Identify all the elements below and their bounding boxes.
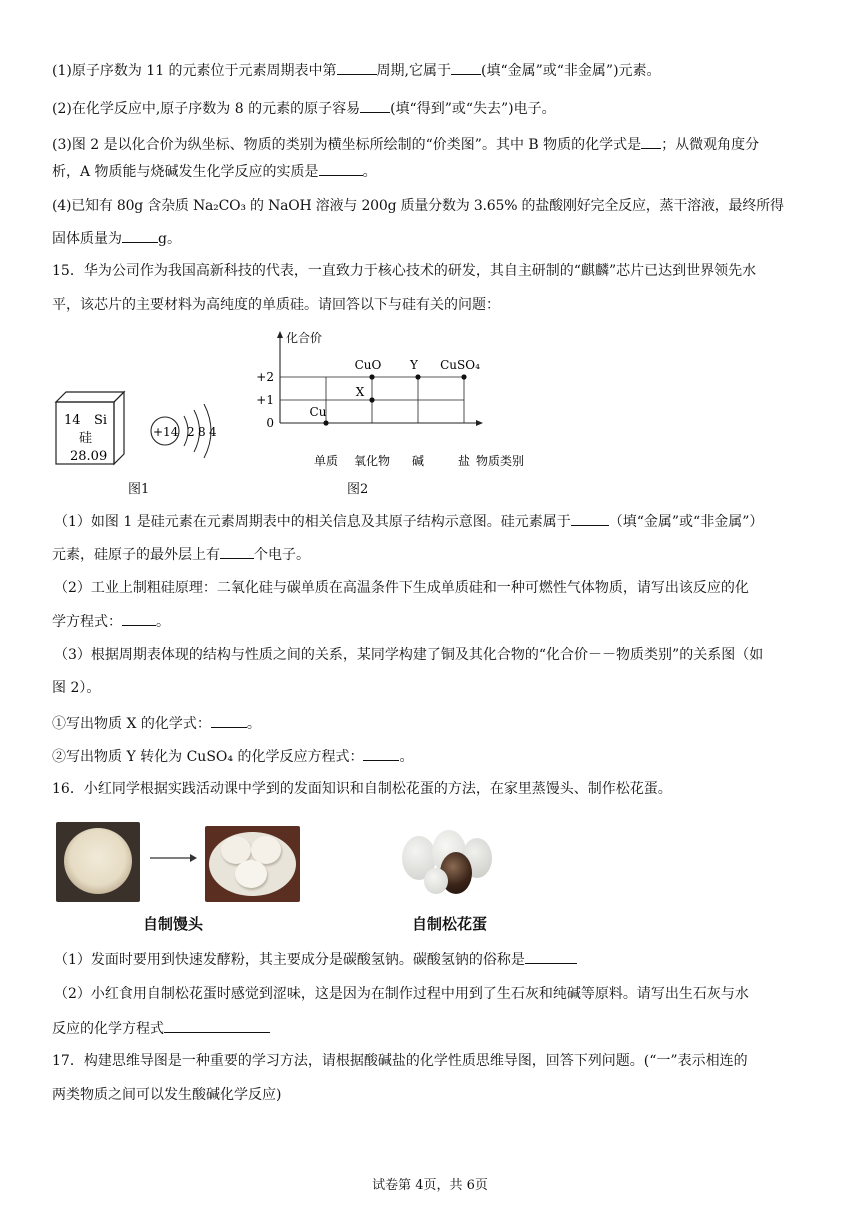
data-point <box>415 374 420 379</box>
dough-photo <box>56 822 140 902</box>
shell-2-count: 8 <box>198 425 206 439</box>
nucleus-charge: +14 <box>153 425 179 439</box>
q16-sub1: （1）发面时要用到快速发酵粉，其主要成分是碳酸氢钠。碳酸氢钠的俗称是 <box>54 949 577 970</box>
buns-photo <box>205 826 300 902</box>
answer-blank[interactable] <box>360 98 390 113</box>
data-point <box>369 374 374 379</box>
arrow-icon <box>148 852 198 864</box>
figure-2-chart <box>250 326 550 476</box>
q15-sub3-y: ②写出物质 Y 转化为 CuSO₄ 的化学反应方程式： 。 <box>52 746 413 767</box>
answer-blank[interactable] <box>164 1018 270 1033</box>
q15-sub2-cont: 学方程式： 。 <box>52 611 170 632</box>
shell-3-count: 4 <box>209 425 217 439</box>
element-symbol: Si <box>94 413 108 428</box>
figure-2-caption: 图2 <box>347 482 369 497</box>
y-tick-label: +2 <box>256 370 274 384</box>
q14-part1: (1)原子序数为 11 的元素位于元素周期表中第 周期,它属于 (填“金属”或“非金属”)元素。 <box>52 60 661 81</box>
shell-1-count: 2 <box>187 425 195 439</box>
answer-blank[interactable] <box>363 746 399 761</box>
figure-1-caption: 图1 <box>128 482 150 497</box>
x-tick-label: 盐 <box>457 454 471 468</box>
q15-sub2: （2）工业上制粗硅原理：二氧化硅与碳单质在高温条件下生成单质硅和一种可燃性气体物质，请写出该反应的化 <box>54 580 749 596</box>
dough-bowl <box>64 828 132 894</box>
data-point-label: Y <box>410 358 418 372</box>
x-axis-label: 物质类别 <box>476 454 525 468</box>
cell-side-face <box>114 392 124 464</box>
q14-part4: (4)已知有 80g 含杂质 Na₂CO₃ 的 NaOH 溶液与 200g 质量分数为 3.65% 的盐酸刚好完全反应，蒸干溶液，最终所得 <box>52 198 784 214</box>
data-point <box>323 420 328 425</box>
data-point-label: CuO <box>354 358 382 372</box>
x-tick-label: 单质 <box>313 454 339 468</box>
q14-part4-cont: 固体质量为 g。 <box>52 228 181 249</box>
q15-sub3-x: ①写出物质 X 的化学式： 。 <box>52 713 261 734</box>
q16-sub2-cont: 反应的化学方程式 <box>52 1018 270 1039</box>
buns-caption: 自制馒头 <box>143 915 204 933</box>
data-point-label: CuSO₄ <box>440 358 480 372</box>
q15-stem-cont: 平，该芯片的主要材料为高纯度的单质硅。请回答以下与硅有关的问题： <box>52 297 500 313</box>
q15-sub1: （1）如图 1 是硅元素在元素周期表中的相关信息及其原子结构示意图。硅元素属于 （填“金属”或“非金属”） <box>54 511 763 532</box>
bun-3 <box>235 860 267 888</box>
answer-blank[interactable] <box>525 949 577 964</box>
atomic-number: 14 <box>64 413 81 428</box>
answer-blank[interactable] <box>319 161 363 176</box>
q17-stem: 17．构建思维导图是一种重要的学习方法，请根据酸碱盐的化学性质思维导图，回答下列问题。(“一”表示相连的 <box>52 1053 748 1069</box>
egg-4 <box>424 868 448 894</box>
data-point <box>461 374 466 379</box>
answer-blank[interactable] <box>571 511 609 526</box>
y-axis-label: 化合价 <box>286 331 323 345</box>
q14-part3-cont: 析，A 物质能与烧碱发生化学反应的实质是 。 <box>52 161 377 182</box>
y-tick-label: 0 <box>266 416 274 430</box>
q14-part3: (3)图 2 是以化合价为纵坐标、物质的类别为横坐标所绘制的“价类图”。其中 B 物质的化学式是 ；从微观角度分 <box>52 134 759 155</box>
answer-blank[interactable] <box>211 713 247 728</box>
q15-sub3: （3）根据周期表体现的结构与性质之间的关系，某同学构建了铜及其化合物的“化合价－－物质类别”的关系图（如 <box>54 647 764 663</box>
atomic-mass: 28.09 <box>70 449 108 464</box>
answer-blank[interactable] <box>451 60 481 75</box>
cell-top-face <box>56 392 124 402</box>
answer-blank[interactable] <box>337 60 377 75</box>
x-axis-arrow <box>476 420 483 426</box>
eggs-caption: 自制松花蛋 <box>412 915 488 933</box>
figure-1-silicon <box>48 380 228 470</box>
q16-stem: 16．小红同学根据实践活动课中学到的发面知识和自制松花蛋的方法，在家里蒸馒头、制作松花蛋。 <box>52 781 672 797</box>
y-axis-arrow <box>277 331 283 338</box>
q15-sub1-cont: 元素，硅原子的最外层上有 个电子。 <box>52 544 310 565</box>
data-point <box>369 397 374 402</box>
page-footer: 试卷第 4页，共 6页 <box>372 1178 488 1193</box>
q15-stem: 15．华为公司作为我国高新科技的代表，一直致力于核心技术的研发，其自主研制的“麒麟”芯片已达到世界领先水 <box>52 263 757 279</box>
answer-blank[interactable] <box>220 544 254 559</box>
element-name: 硅 <box>79 431 93 446</box>
data-point-label: X <box>355 385 365 399</box>
q16-sub2: （2）小红食用自制松花蛋时感觉到涩味，这是因为在制作过程中用到了生石灰和纯碱等原料。请写出生石灰与水 <box>54 986 749 1002</box>
eggs-photo <box>398 826 498 898</box>
q15-sub3-cont: 图 2）。 <box>52 680 101 696</box>
data-point-label: Cu <box>309 405 327 419</box>
q17-stem-cont: 两类物质之间可以发生酸碱化学反应) <box>52 1087 282 1103</box>
answer-blank[interactable] <box>641 134 661 149</box>
q14-part2: (2)在化学反应中,原子序数为 8 的元素的原子容易 (填“得到”或“失去”)电子。 <box>52 98 556 119</box>
x-tick-label: 碱 <box>411 454 425 468</box>
answer-blank[interactable] <box>122 228 158 243</box>
x-tick-label: 氧化物 <box>353 454 391 468</box>
answer-blank[interactable] <box>122 611 156 626</box>
y-tick-label: +1 <box>256 393 274 407</box>
